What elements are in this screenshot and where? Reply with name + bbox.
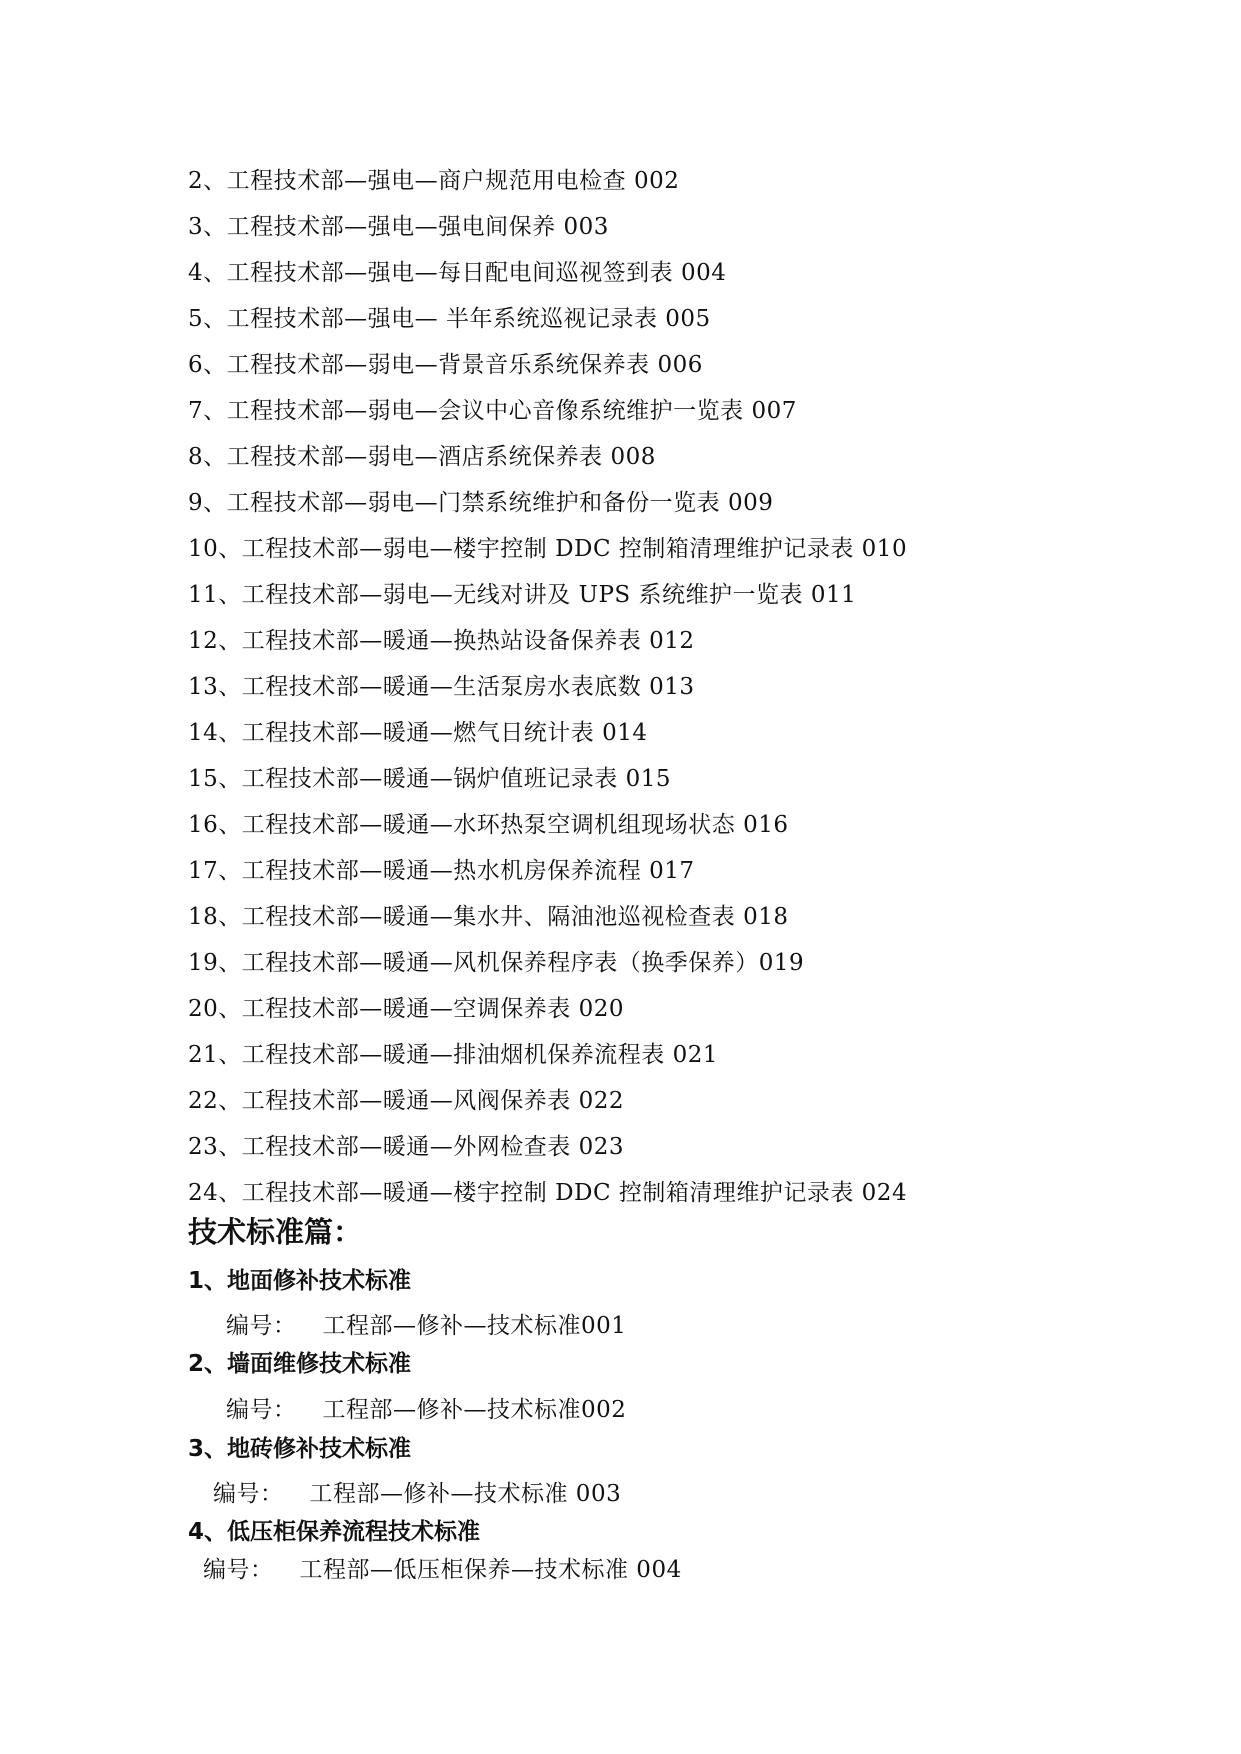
list-item: 18、工程技术部—暖通—集水井、隔油池巡视检查表 018 [188, 904, 789, 930]
list-item: 6、工程技术部—弱电—背景音乐系统保养表 006 [188, 352, 703, 378]
list-item: 10、工程技术部—弱电—楼宇控制 DDC 控制箱清理维护记录表 010 [188, 536, 908, 562]
list-item: 8、工程技术部—弱电—酒店系统保养表 008 [188, 444, 656, 470]
list-item: 3、工程技术部—强电—强电间保养 003 [188, 214, 609, 240]
list-item: 19、工程技术部—暖通—风机保养程序表（换季保养）019 [188, 950, 805, 976]
section-title: 技术标准篇： [188, 1215, 363, 1249]
list-item: 15、工程技术部—暖通—锅炉值班记录表 015 [188, 766, 671, 792]
code-label: 编号： [226, 1397, 297, 1423]
list-item: 5、工程技术部—强电— 半年系统巡视记录表 005 [188, 306, 711, 332]
list-item: 14、工程技术部—暖通—燃气日统计表 014 [188, 720, 648, 746]
code-value: 工程部—修补—技术标准002 [322, 1397, 627, 1423]
code-label: 编号： [203, 1557, 274, 1583]
list-item: 24、工程技术部—暖通—楼宇控制 DDC 控制箱清理维护记录表 024 [188, 1180, 908, 1206]
list-item: 9、工程技术部—弱电—门禁系统维护和备份一览表 009 [188, 490, 774, 516]
code-value: 工程部—修补—技术标准001 [322, 1313, 627, 1339]
list-item: 12、工程技术部—暖通—换热站设备保养表 012 [188, 628, 695, 654]
code-value: 工程部—低压柜保养—技术标准 004 [299, 1557, 682, 1583]
list-item: 13、工程技术部—暖通—生活泵房水表底数 013 [188, 674, 695, 700]
list-item: 11、工程技术部—弱电—无线对讲及 UPS 系统维护一览表 011 [188, 582, 857, 608]
code-label: 编号： [226, 1313, 297, 1339]
standard-code [226, 1307, 626, 1340]
standard-code [203, 1551, 682, 1584]
list-item: 21、工程技术部—暖通—排油烟机保养流程表 021 [188, 1042, 718, 1068]
standard-code [226, 1391, 626, 1424]
list-item: 2、工程技术部—强电—商户规范用电检查 002 [188, 168, 680, 194]
list-item: 17、工程技术部—暖通—热水机房保养流程 017 [188, 858, 695, 884]
standard-heading: 2、墙面维修技术标准 [188, 1351, 412, 1377]
standard-code [213, 1475, 621, 1508]
code-value: 工程部—修补—技术标准 003 [309, 1481, 622, 1507]
standard-heading: 1、地面修补技术标准 [188, 1268, 412, 1294]
list-item: 22、工程技术部—暖通—风阀保养表 022 [188, 1088, 624, 1114]
list-item: 23、工程技术部—暖通—外网检查表 023 [188, 1134, 624, 1160]
list-item: 4、工程技术部—强电—每日配电间巡视签到表 004 [188, 260, 727, 286]
list-item: 7、工程技术部—弱电—会议中心音像系统维护一览表 007 [188, 398, 797, 424]
standard-heading: 3、地砖修补技术标准 [188, 1436, 412, 1462]
code-label: 编号： [213, 1481, 284, 1507]
list-item: 16、工程技术部—暖通—水环热泵空调机组现场状态 016 [188, 812, 789, 838]
standard-heading: 4、低压柜保养流程技术标准 [188, 1519, 481, 1545]
list-item: 20、工程技术部—暖通—空调保养表 020 [188, 996, 624, 1022]
forms-list [188, 158, 907, 1216]
